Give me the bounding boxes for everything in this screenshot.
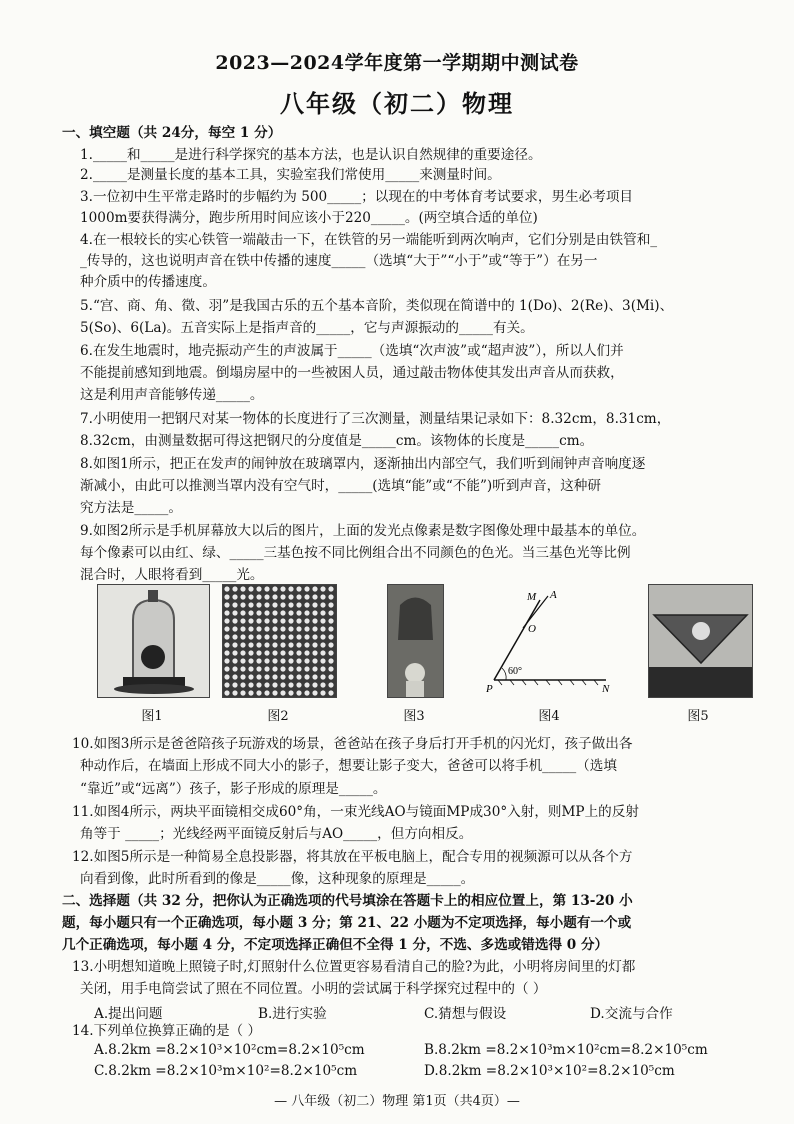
question-10-line3: “靠近”或“远离”）孩子，影子形成的原理是_____。	[80, 781, 387, 797]
question-7-line1: 7.小明使用一把钢尺对某一物体的长度进行了三次测量，测量结果记录如下：8.32cm，8.31cm，	[80, 411, 671, 427]
question-9-line3: 混合时，人眼将看到_____光。	[80, 567, 264, 583]
question-13-option-d: D.交流与合作	[590, 1006, 673, 1022]
question-8-line1: 8.如图1所示，把正在发声的闹钟放在玻璃罩内，逐渐抽出内部空气，我们听到闹钟声音响度逐	[80, 456, 646, 472]
question-6-line1: 6.在发生地震时，地壳振动产生的声波属于_____（选填“次声波”或“超声波”），所以人们并	[80, 343, 624, 359]
section-choice-heading-line3: 几个正确选项，每小题 4 分，不定项选择正确但不全得 1 分，不选、多选或错选得 0 分）	[62, 937, 609, 953]
question-12-line1: 12.如图5所示是一种简易全息投影器，将其放在平板电脑上，配合专用的视频源可以从各个方	[72, 849, 633, 865]
question-10-line2: 种动作后，在墙面上形成不同大小的影子，想要让影子变大，爸爸可以将手机_____（选填	[80, 758, 617, 774]
figure-2-pixel-image	[222, 584, 337, 698]
question-13-option-a: A.提出问题	[94, 1006, 163, 1022]
question-9-line2: 每个像素可以由红、绿、_____三基色按不同比例组合出不同颜色的色光。当三基色光等比例	[80, 545, 631, 561]
figure-5-hologram-image	[648, 584, 753, 698]
question-6-line2: 不能提前感知到地震。倒塌房屋中的一些被困人员，通过敲击物体使其发出声音从而获救，	[80, 365, 624, 381]
question-14-option-c: C.8.2km =8.2×10³m×10²=8.2×10⁵cm	[94, 1063, 358, 1079]
question-4-line2: _传导的，这也说明声音在铁中传播的速度_____（选填“大于”“小于”或“等于”）在另一	[80, 253, 598, 269]
figure-2-caption: 图2	[267, 709, 289, 724]
question-11-line2: 角等于 _____；光线经两平面镜反射后与AO_____，但方向相反。	[80, 826, 473, 842]
question-14-option-b: B.8.2km =8.2×10³m×10²cm=8.2×10⁵cm	[424, 1042, 708, 1058]
question-8-line3: 究方法是_____。	[80, 500, 182, 516]
exam-subtitle: 八年级（初二）物理	[280, 89, 514, 118]
question-14-option-d: D.8.2km =8.2×10³×10²=8.2×10⁵cm	[424, 1063, 675, 1079]
question-12-line2: 向看到像，此时所看到的像是_____像，这种现象的原理是_____。	[80, 871, 475, 887]
question-13-line1: 13.小明想知道晚上照镜子时,灯照射什么位置更容易看清自己的脸?为此，小明将房间里的灯都	[72, 959, 636, 975]
page-footer: — 八年级（初二）物理 第1页（共4页）—	[274, 1094, 520, 1109]
figure-5-caption: 图5	[687, 709, 709, 724]
label-a: A	[550, 589, 557, 601]
section-fill-blank-heading: 一、填空题（共 24分，每空 1 分）	[62, 125, 282, 141]
figure-1-caption: 图1	[141, 709, 163, 724]
question-13-option-b: B.进行实验	[258, 1006, 327, 1022]
question-1: 1._____和_____是进行科学探究的基本方法，也是认识自然规律的重要途径。	[80, 147, 542, 163]
question-3-line1: 3.一位初中生平常走路时的步幅约为 500_____；以现在的中考体育考试要求，男生必考项目	[80, 189, 634, 205]
question-5-line1: 5.“宫、商、角、徵、羽”是我国古乐的五个基本音阶，类似现在简谱中的 1(Do)、2(Re)、3(Mi)、	[80, 298, 674, 314]
label-m: M	[527, 591, 537, 603]
question-6-line3: 这是利用声音能够传递_____。	[80, 387, 264, 403]
figure-1-bell-jar-image	[97, 584, 210, 698]
question-10-line1: 10.如图3所示是爸爸陪孩子玩游戏的场景，爸爸站在孩子身后打开手机的闪光灯，孩子做出各	[72, 736, 633, 752]
figure-3-caption: 图3	[403, 709, 425, 724]
question-3-line2: 1000m要获得满分，跑步所用时间应该小于220_____。(两空填合适的单位)	[80, 210, 538, 226]
figure-4-mirror-diagram	[486, 584, 614, 699]
question-14-option-a: A.8.2km =8.2×10³×10²cm=8.2×10⁵cm	[94, 1042, 365, 1058]
question-4-line3: 种介质中的传播速度。	[80, 274, 216, 290]
label-angle: 60°	[508, 666, 522, 677]
label-n: N	[602, 683, 610, 695]
question-11-line1: 11.如图4所示，两块平面镜相交成60°角，一束光线AO与镜面MP成30°入射，则MP上的反射	[72, 804, 639, 820]
figure-3-shadow-image	[387, 584, 444, 698]
section-choice-heading-line2: 题，每小题只有一个正确选项，每小题 3 分；第 21、22 小题为不定项选择，每小题有一个或	[62, 915, 632, 931]
question-14: 14.下列单位换算正确的是（ ）	[72, 1023, 262, 1039]
exam-title: 2023—2024学年度第一学期期中测试卷	[215, 52, 579, 74]
section-choice-heading-line1: 二、选择题（共 32 分，把你认为正确选项的代号填涂在答题卡上的相应位置上，第 13-20 小	[62, 893, 633, 909]
question-9-line1: 9.如图2所示是手机屏幕放大以后的图片，上面的发光点像素是数字图像处理中最基本的单位。	[80, 523, 646, 539]
question-8-line2: 渐减小，由此可以推测当罩内没有空气时，_____(选填“能”或“不能”)听到声音，这种研	[80, 478, 601, 494]
question-13-option-c: C.猜想与假设	[424, 1006, 507, 1022]
question-2: 2._____是测量长度的基本工具，实验室我们常使用_____来测量时间。	[80, 167, 501, 183]
figure-4-caption: 图4	[538, 709, 560, 724]
label-p: P	[486, 683, 493, 695]
label-o: O	[528, 623, 536, 635]
question-13-line2: 关闭，用手电筒尝试了照在不同位置。小明的尝试属于科学探究过程中的（ ）	[80, 981, 547, 997]
question-4-line1: 4.在一根较长的实心铁管一端敲击一下，在铁管的另一端能听到两次响声，它们分别是由铁管和_	[80, 232, 658, 248]
question-7-line2: 8.32cm，由测量数据可得这把钢尺的分度值是_____cm。该物体的长度是_____cm。	[80, 433, 594, 449]
question-5-line2: 5(So)、6(La)。五音实际上是指声音的_____，它与声源振动的_____有关。	[80, 320, 534, 336]
